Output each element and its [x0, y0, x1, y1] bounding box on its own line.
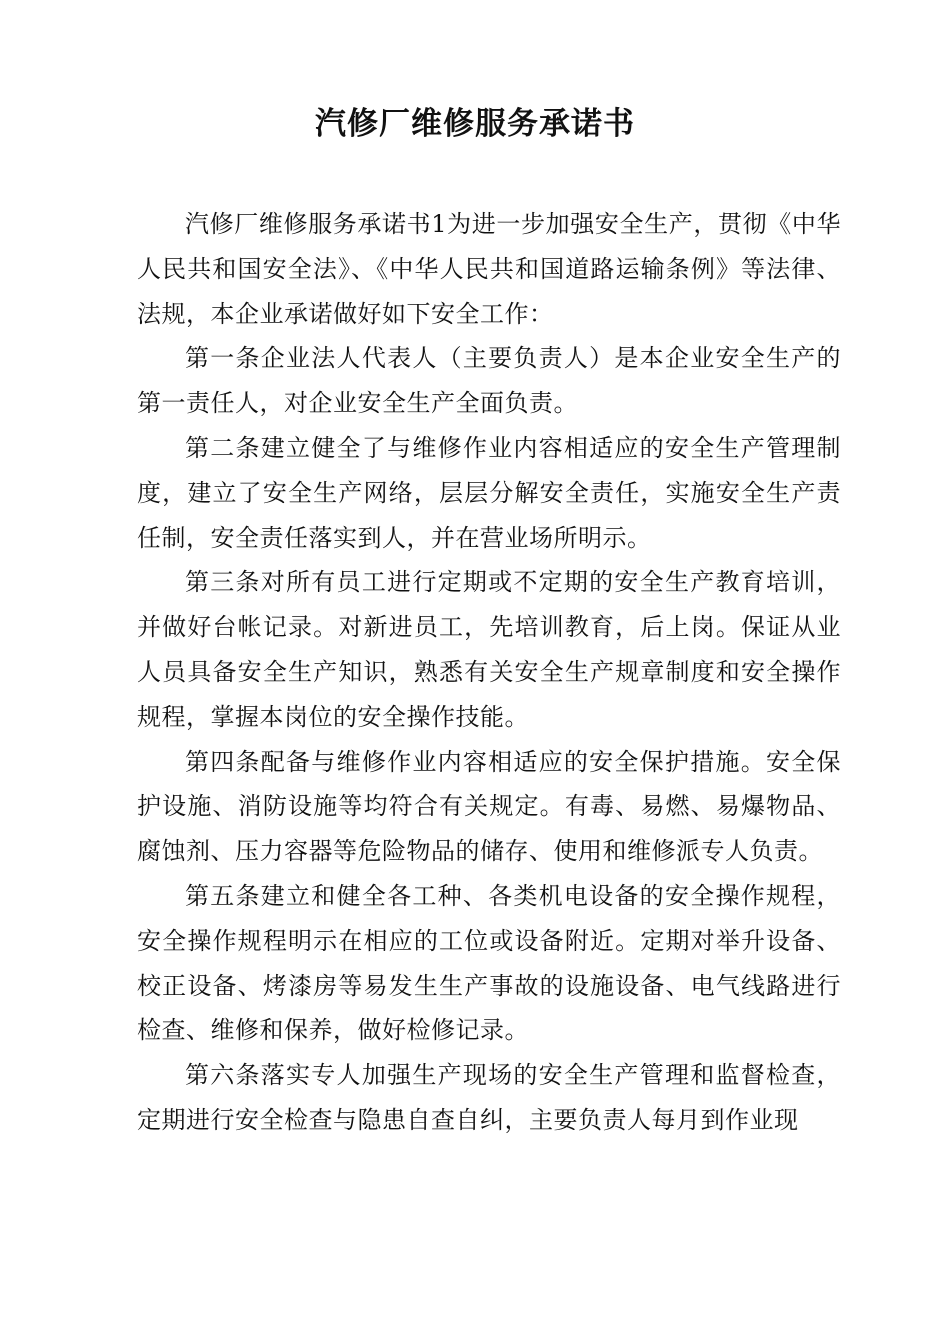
article-4-paragraph: 第四条配备与维修作业内容相适应的安全保护措施。安全保护设施、消防设施等均符合有关规定。有毒、易燃、易爆物品、腐蚀剂、压力容器等危险物品的储存、使用和维修派专人负责。	[137, 747, 841, 866]
document-body	[137, 202, 841, 1143]
article-3-paragraph: 第三条对所有员工进行定期或不定期的安全生产教育培训，并做好台帐记录。对新进员工，先培训教育，后上岗。保证从业人员具备安全生产知识，熟悉有关安全生产规章制度和安全操作规程，掌握本岗位的安全操作技能。	[137, 568, 841, 731]
article-5-paragraph: 第五条建立和健全各工种、各类机电设备的安全操作规程，安全操作规程明示在相应的工位或设备附近。定期对举升设备、校正设备、烤漆房等易发生生产事故的设施设备、电气线路进行检查、维修和保养，做好检修记录。	[137, 881, 841, 1045]
article-2-paragraph: 第二条建立健全了与维修作业内容相适应的安全生产管理制度，建立了安全生产网络，层层分解安全责任，实施安全生产责任制，安全责任落实到人，并在营业场所明示。	[137, 433, 841, 552]
document-title: 汽修厂维修服务承诺书	[315, 106, 635, 142]
article-1-paragraph: 第一条企业法人代表人（主要负责人）是本企业安全生产的第一责任人，对企业安全生产全面负责。	[137, 344, 841, 418]
intro-paragraph: 汽修厂维修服务承诺书1为进一步加强安全生产，贯彻《中华人民共和国安全法》、《中华人民共和国道路运输条例》等法律、法规，本企业承诺做好如下安全工作：	[137, 210, 841, 328]
article-6-paragraph: 第六条落实专人加强生产现场的安全生产管理和监督检查，定期进行安全检查与隐患自查自纠，主要负责人每月到作业现	[137, 1061, 841, 1134]
